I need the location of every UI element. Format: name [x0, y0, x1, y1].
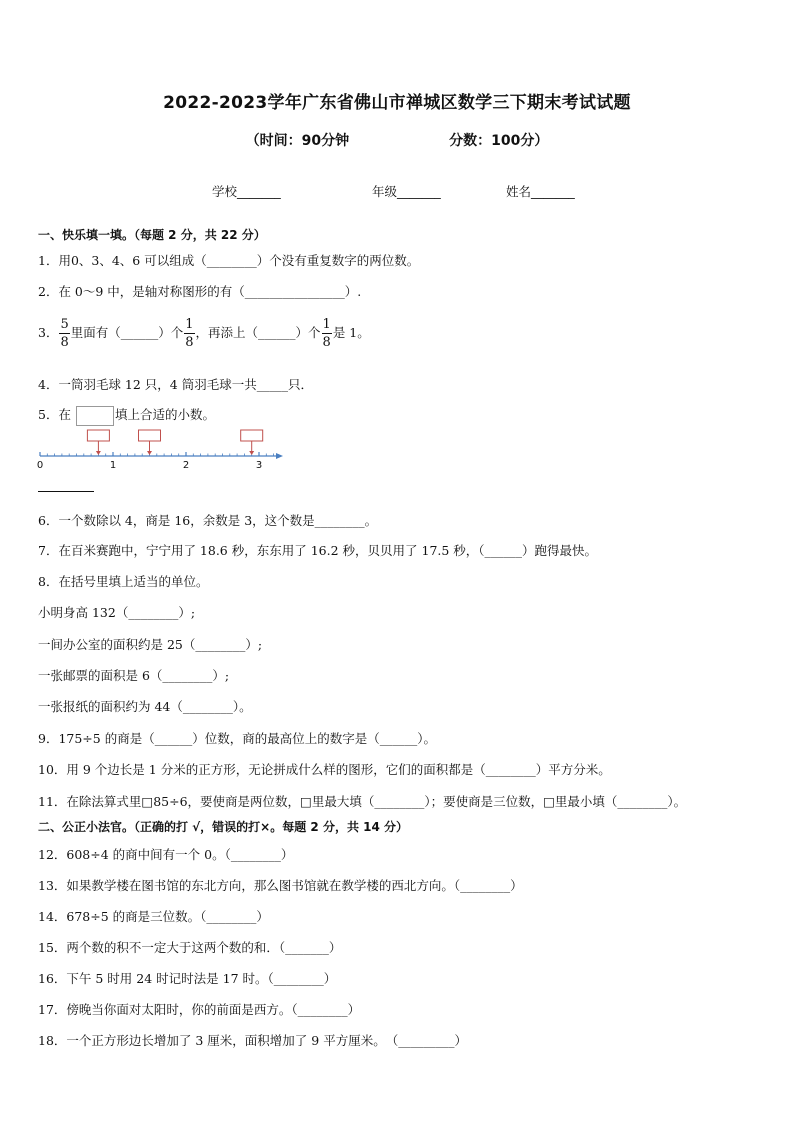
grade-field[interactable]: 年级_______ [372, 184, 441, 199]
answer-pointer-head [147, 451, 152, 455]
tick-label: 2 [182, 460, 190, 471]
question-4: 4．一筒羽毛球 12 只，4 筒羽毛球一共_____只． [38, 377, 313, 392]
question-8d: 一张报纸的面积约为 44（________）。 [38, 699, 252, 714]
section-1-heading: 一、快乐填一填。（每题 2 分，共 22 分） [38, 228, 266, 242]
q5-answer-line[interactable] [38, 491, 94, 492]
q3-text-3: 是 1。 [332, 325, 370, 340]
question-18: 18．一个正方形边长增加了 3 厘米，面积增加了 9 平方厘米。 （_________） [38, 1033, 467, 1048]
answer-pointer-head [249, 451, 254, 455]
fraction-5-8: $\frac{5}{8}$ [60, 317, 69, 350]
exam-score: 分数：100分） [449, 133, 549, 149]
q3-text-2: ，再添上（______）个 [195, 325, 321, 340]
question-2: 2．在 0～9 中，是轴对称图形的有（________________）. [38, 284, 362, 299]
answer-box-sample [76, 406, 114, 426]
question-13: 13．如果教学楼在图书馆的东北方向，那么图书馆就在教学楼的西北方向。（________） [38, 878, 523, 893]
question-12: 12．608÷4 的商中间有一个 0。（________） [38, 847, 294, 862]
section-2-heading: 二、公正小法官。（正确的打 √，错误的打×。每题 2 分，共 14 分） [38, 820, 408, 834]
question-5 [38, 405, 215, 426]
question-8: 8．在括号里填上适当的单位。 [38, 574, 209, 589]
page-title: 2022-2023学年广东省佛山市禅城区数学三下期末考试试题 [163, 93, 631, 113]
question-9: 9．175÷5 的商是（______）位数，商的最高位上的数字是（______）。 [38, 731, 436, 746]
q5-suffix: 填上合适的小数。 [114, 407, 215, 422]
answer-pointer-head [96, 451, 101, 455]
question-8c: 一张邮票的面积是 6（________）; [38, 668, 230, 683]
tick-label: 1 [109, 460, 117, 471]
question-3 [38, 318, 370, 349]
question-8a: 小明身高 132（________）; [38, 605, 196, 620]
question-17: 17．傍晚当你面对太阳时，你的前面是西方。（________） [38, 1002, 361, 1017]
question-14: 14．678÷5 的商是三位数。（________） [38, 909, 269, 924]
answer-box[interactable] [241, 430, 263, 441]
tick-label: 0 [36, 460, 44, 471]
fraction-1-8-a: $\frac{1}{8}$ [185, 317, 194, 350]
q5-prefix: 5．在 [38, 407, 71, 422]
tick-label: 3 [255, 460, 263, 471]
question-8b: 一间办公室的面积约是 25（________）; [38, 637, 263, 652]
q3-text-1: 里面有（______）个 [70, 325, 184, 340]
question-1: 1．用0、3、4、6 可以组成（________）个没有重复数字的两位数。 [38, 253, 420, 268]
name-field[interactable]: 姓名_______ [506, 184, 575, 199]
q3-number: 3． [38, 325, 59, 340]
number-line [34, 426, 294, 472]
number-line-arrow [276, 453, 283, 459]
question-7: 7．在百米赛跑中，宁宁用了 18.6 秒，东东用了 16.2 秒，贝贝用了 17.5 秒，（______）跑得最快。 [38, 543, 598, 558]
fraction-1-8-b: $\frac{1}{8}$ [322, 317, 331, 350]
answer-box[interactable] [87, 430, 109, 441]
question-6: 6．一个数除以 4，商是 16，余数是 3，这个数是________。 [38, 513, 378, 528]
answer-box[interactable] [139, 430, 161, 441]
question-10: 10．用 9 个边长是 1 分米的正方形，无论拼成什么样的图形，它们的面积都是（________）平方分米。 [38, 762, 611, 777]
question-16: 16．下午 5 时用 24 时记时法是 17 时。（________） [38, 971, 337, 986]
question-15: 15．两个数的积不一定大于这两个数的和．（_______） [38, 940, 342, 955]
question-11: 11．在除法算式里□85÷6，要使商是两位数，□里最大填（________）；要使商是三位数，□里最小填（________）。 [38, 794, 687, 809]
exam-time: （时间：90分钟 [245, 133, 350, 149]
school-field[interactable]: 学校_______ [212, 184, 281, 199]
exam-meta [0, 130, 794, 150]
